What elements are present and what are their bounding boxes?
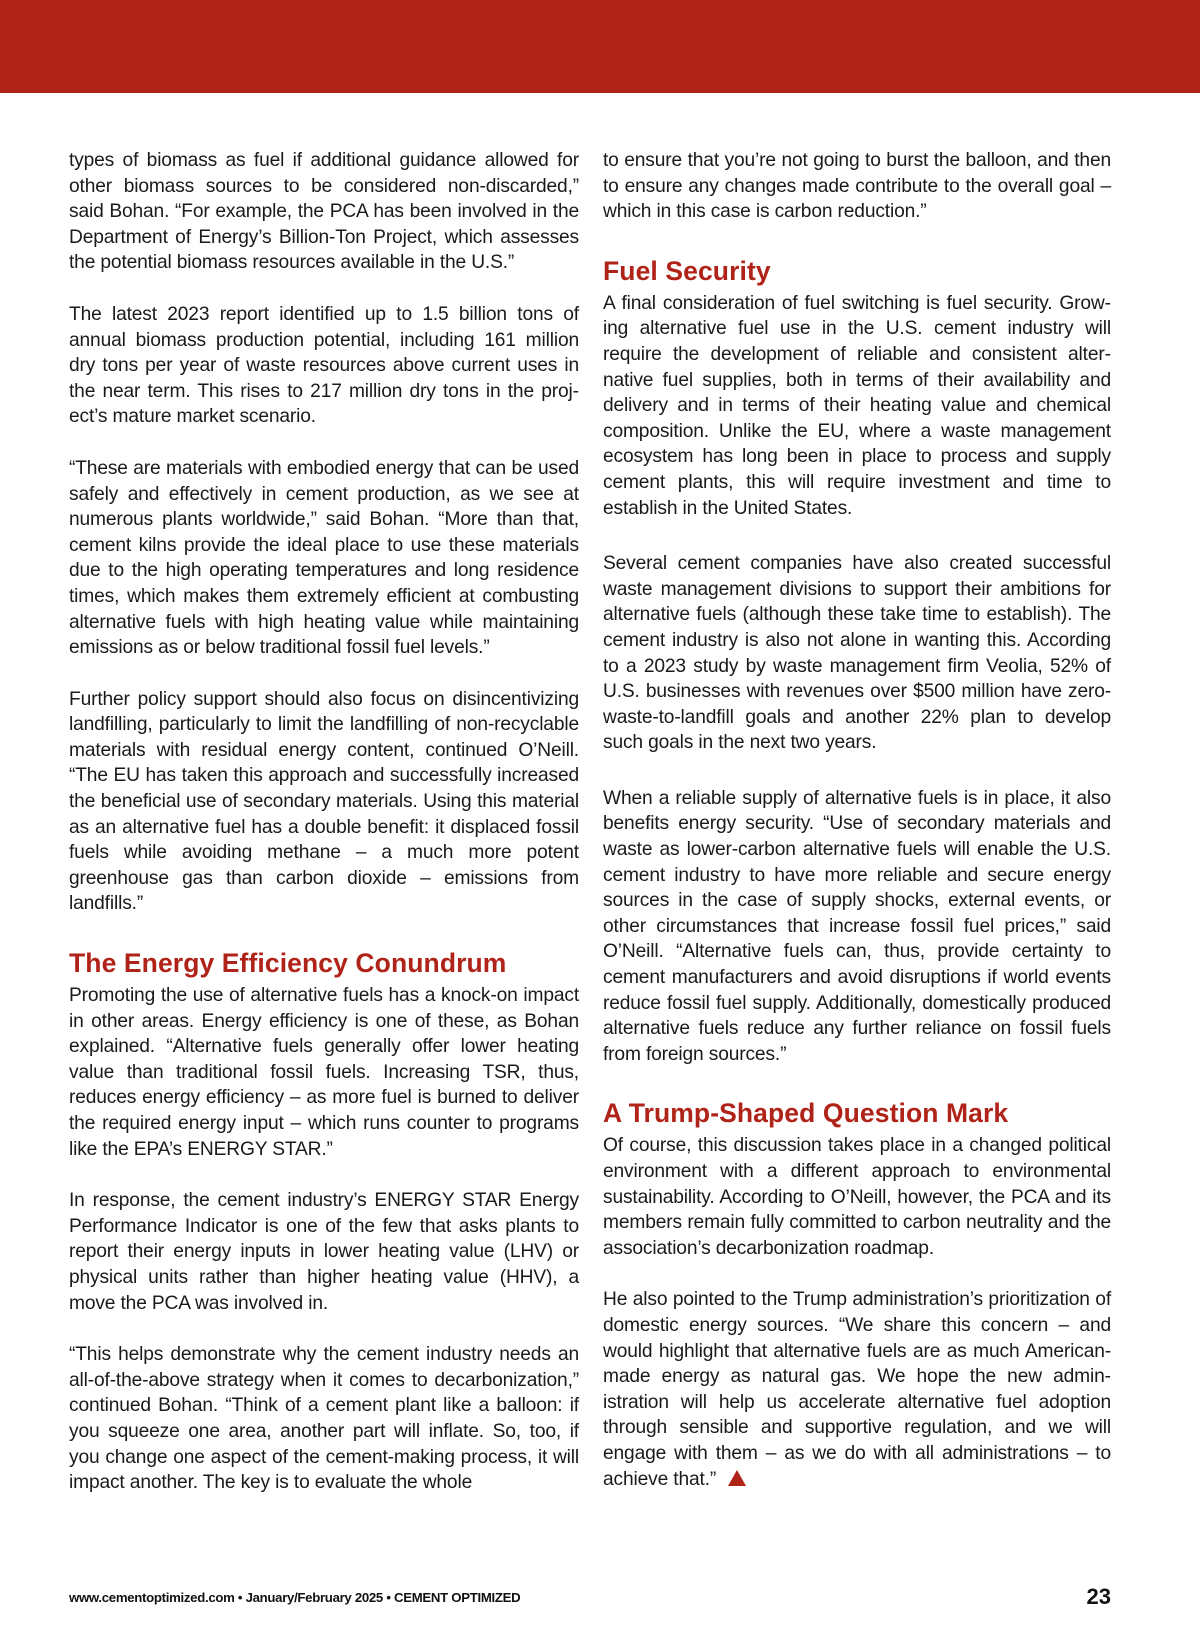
paragraph-final <box>603 1287 1111 1492</box>
paragraph: A final consideration of fuel switching is fuel security. Growing alternative fuel use in the U.S. cement industry will require the development of reliable and consistent alternative fuel supplies, both in terms of their availability and delivery and in terms of their heating value and chemical composition. Unlike the EU, where a waste management ecosystem has long been in place to process and supply cement plants, this will require investment and time to establish in the United States. <box>603 292 1111 519</box>
paragraph: Promoting the use of alternative fuels has a knock-on impact in other areas. Energy efficiency is one of these, as Bohan explained. “Alternative fuels generally offer lower heating value than traditional fossil fuels. Increasing TSR, thus, reduces energy efficiency – as more fuel is burned to deliver the required energy input – which runs counter to programs like the EPA’s ENERGY STAR.” <box>69 985 579 1160</box>
paragraph: When a reliable supply of alternative fuels is in place, it also benefits energy security. “Use of secondary materials and waste as lower-carbon alternative fuels will enable the U.S. cement industry to have more reliable and secure energy sources in the case of supply shocks, external events, or other circumstances that increase fossil fuel prices,” said O’Neill. “Alternative fuels can, thus, provide certainty to cement manufacturers and avoid disruptions if world events reduce fossil fuel supply. Additionally, domestically produced alternative fuels reduce any further reliance on fossil fuels from foreign sources.” <box>603 787 1111 1065</box>
end-mark-triangle-icon <box>728 1470 746 1486</box>
section-heading-trump-question-mark: A Trump-Shaped Question Mark <box>603 1098 1009 1129</box>
paragraph-text: He also pointed to the Trump administration’s prioritization of domestic energy sources. “We share this concern – and would highlight that alternative fuels are as much American-made energy as natural gas. We hope the new administration will help us accelerate alternative fuel adoption through sensible and supportive regulation, and we will engage with them – as we do with all administrations – to achieve that.” <box>603 1289 1111 1490</box>
page-number: 23 <box>1086 1584 1111 1609</box>
paragraph: “This helps demonstrate why the cement industry needs an all-of-the-above strategy when it comes to decarbonization,” continued Bohan. “Think of a cement plant like a balloon: if you squeeze one area, another part will inflate. So, too, if you change one aspect of the cement-making process, it will impact another. The key is to evaluate the whole <box>69 1344 579 1494</box>
paragraph: types of biomass as fuel if additional guidance allowed for other biomass sources to be considered non-discarded,” said Bohan. “For example, the PCA has been involved in the Department of Energy’s Billion-Ton Project, which assesses the potential biomass resources available in the U.S.” <box>69 150 579 274</box>
paragraph: In response, the cement industry’s ENERGY STAR Energy Performance Indicator is one of the few that asks plants to report their energy inputs in lower heating value (LHV) or physical units rather than higher heating value (HHV), a move the PCA was involved in. <box>69 1190 579 1314</box>
paragraph-continued: to ensure that you’re not going to burst the balloon, and then to ensure any changes made contribute to the overall goal – which in this case is carbon reduction.” <box>603 150 1111 223</box>
paragraph: Further policy support should also focus on disincentivizing landfilling, particularly to limit the landfilling of non-recyclable materials with residual energy content, continued O’Neill. “The EU has taken this approach and successfully increased the beneficial use of secondary materials. Using this material as an alternative fuel has a double benefit: it displaced fossil fuels while avoiding methane – a much more potent greenhouse gas than carbon dioxide – emissions from landfills.” <box>69 688 579 915</box>
paragraph: The latest 2023 report identified up to 1.5 billion tons of annual biomass production potential, including 161 million dry tons per year of waste resources above current uses in the near term. This rises to 217 million dry tons in the project’s mature market scenario. <box>69 303 579 428</box>
paragraph: Of course, this discussion takes place in a changed political environment with a different approach to environmental sustainability. According to O’Neill, however, the PCA and its members remain fully committed to carbon neutrality and the association’s decarbonization roadmap. <box>603 1135 1111 1259</box>
paragraph: Several cement companies have also created successful waste management divisions to support their ambitions for alternative fuels (although these take time to establish). The cement industry is also not alone in wanting this. According to a 2023 study by waste management firm Veolia, 52% of U.S. businesses with revenues over $500 million have zero-waste-to-landfill goals and another 22% plan to develop such goals in the next two years. <box>603 553 1111 754</box>
section-heading-energy-efficiency: The Energy Efficiency Conundrum <box>69 948 507 979</box>
paragraph: “These are materials with embodied energy that can be used safely and effectively in cement production, as we see at numerous plants worldwide,” said Bohan. “More than that, cement kilns provide the ideal place to use these materials due to the high operating temperatures and long residence times, which makes them extremely efficient at combusting alternative fuels with high heating value while maintaining emissions as or below traditional fossil fuel levels.” <box>69 457 579 659</box>
header-banner <box>0 0 1200 93</box>
section-heading-fuel-security: Fuel Security <box>603 255 771 286</box>
left-column <box>69 148 579 1496</box>
right-column <box>603 148 1111 1492</box>
footer-publication-line: www.cementoptimized.com • January/February 2025 • CEMENT OPTIMIZED <box>69 1590 521 1605</box>
